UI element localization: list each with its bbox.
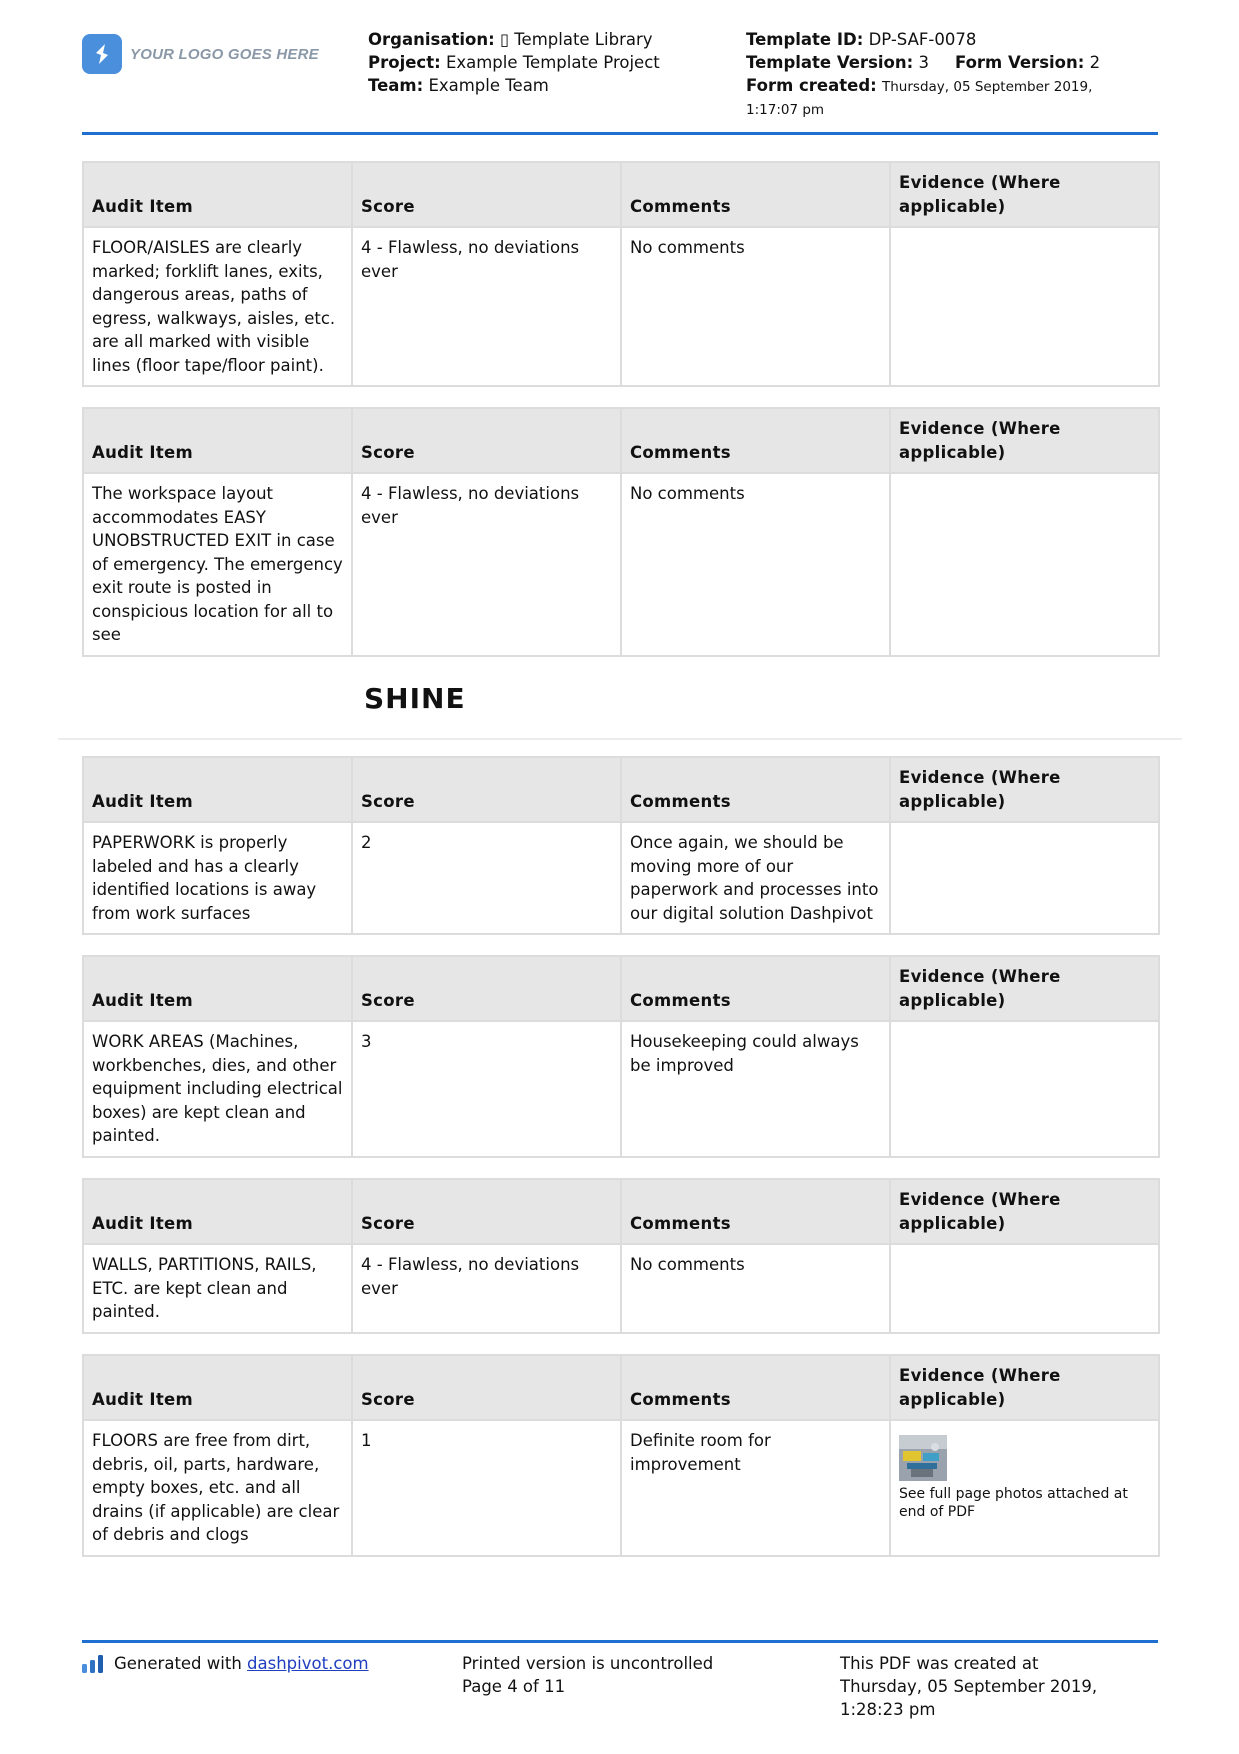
- audit-item-text: WORK AREAS (Machines, workbenches, dies, and other equipment including electrical boxes) are kept clean and painted.: [83, 1021, 352, 1157]
- header-evidence: Evidence (Where applicable): [890, 1179, 1159, 1244]
- header-score: Score: [352, 408, 621, 473]
- header-template-info: [746, 28, 1166, 122]
- header-comments: Comments: [621, 1355, 890, 1420]
- evidence-note: See full page photos attached at end of PDF: [899, 1486, 1128, 1520]
- evidence-cell: [890, 227, 1159, 386]
- created-line-3: 1:28:23 pm: [840, 1700, 936, 1719]
- audit-table: [82, 1354, 1160, 1557]
- evidence-cell: [890, 473, 1159, 656]
- comments-value: Definite room for improvement: [621, 1420, 890, 1556]
- audit-table: [82, 955, 1160, 1158]
- header-audit-item: Audit Item: [83, 1179, 352, 1244]
- audit-table: [82, 756, 1160, 935]
- footer-print-info: [462, 1652, 713, 1698]
- form-created-label: Form created:: [746, 76, 877, 95]
- score-value: 4 - Flawless, no deviations ever: [352, 227, 621, 386]
- header-evidence: Evidence (Where applicable): [890, 757, 1159, 822]
- header-score: Score: [352, 162, 621, 227]
- template-id-label: Template ID:: [746, 30, 864, 49]
- team-label: Team:: [368, 76, 424, 95]
- project-label: Project:: [368, 53, 441, 72]
- form-version-value: 2: [1089, 53, 1101, 72]
- created-line-1: This PDF was created at: [840, 1654, 1039, 1673]
- team-value: Example Team: [428, 76, 549, 95]
- audit-table: [82, 161, 1160, 387]
- evidence-cell: [890, 1021, 1159, 1157]
- table-row: [83, 1244, 1159, 1333]
- header-score: Score: [352, 1179, 621, 1244]
- header-score: Score: [352, 1355, 621, 1420]
- score-value: 1: [352, 1420, 621, 1556]
- header-score: Score: [352, 757, 621, 822]
- score-value: 4 - Flawless, no deviations ever: [352, 1244, 621, 1333]
- header-comments: Comments: [621, 1179, 890, 1244]
- audit-item-text: FLOORS are free from dirt, debris, oil, parts, hardware, empty boxes, etc. and all drains (if applicable) are clear of debris and clogs: [83, 1420, 352, 1556]
- logo-text: YOUR LOGO GOES HERE: [130, 45, 319, 63]
- logo-mark-icon: [82, 34, 122, 74]
- header-evidence: Evidence (Where applicable): [890, 408, 1159, 473]
- form-created-time: 1:17:07 pm: [746, 102, 825, 118]
- company-logo: [82, 34, 319, 74]
- generated-with: [82, 1652, 369, 1675]
- header-comments: Comments: [621, 757, 890, 822]
- page-number: Page 4 of 11: [462, 1677, 566, 1696]
- header-audit-item: Audit Item: [83, 162, 352, 227]
- evidence-cell: [890, 822, 1159, 934]
- evidence-photo-thumbnail[interactable]: [899, 1435, 947, 1481]
- comments-value: Once again, we should be moving more of our paperwork and processes into our digital solution Dashpivot: [621, 822, 890, 934]
- table-row: [83, 822, 1159, 934]
- header-comments: Comments: [621, 162, 890, 227]
- header-comments: Comments: [621, 408, 890, 473]
- template-id-value: DP-SAF-0078: [868, 30, 977, 49]
- evidence-cell: [890, 1420, 1159, 1556]
- dashpivot-bars-icon: [82, 1655, 106, 1673]
- comments-value: No comments: [621, 1244, 890, 1333]
- comments-value: Housekeeping could always be improved: [621, 1021, 890, 1157]
- section-title: SHINE: [364, 682, 466, 715]
- table-row: [83, 1420, 1159, 1556]
- template-version-label: Template Version:: [746, 53, 914, 72]
- comments-value: No comments: [621, 473, 890, 656]
- table-row: [83, 473, 1159, 656]
- header-audit-item: Audit Item: [83, 408, 352, 473]
- score-value: 4 - Flawless, no deviations ever: [352, 473, 621, 656]
- audit-table: [82, 407, 1160, 657]
- evidence-cell: [890, 1244, 1159, 1333]
- document-header: [82, 28, 1162, 136]
- header-divider: [82, 132, 1158, 135]
- uncontrolled-notice: Printed version is uncontrolled: [462, 1654, 714, 1673]
- dashpivot-link[interactable]: dashpivot.com: [247, 1654, 369, 1673]
- score-value: 2: [352, 822, 621, 934]
- organisation-label: Organisation:: [368, 30, 495, 49]
- header-score: Score: [352, 956, 621, 1021]
- project-value: Example Template Project: [445, 53, 660, 72]
- audit-table: [82, 1178, 1160, 1334]
- section-divider: [58, 738, 1182, 740]
- footer-divider: [82, 1640, 1158, 1643]
- header-project-info: [368, 28, 728, 97]
- organisation-value: ▯ Template Library: [499, 30, 653, 49]
- audit-item-text: WALLS, PARTITIONS, RAILS, ETC. are kept clean and painted.: [83, 1244, 352, 1333]
- header-evidence: Evidence (Where applicable): [890, 956, 1159, 1021]
- audit-item-text: PAPERWORK is properly labeled and has a clearly identified locations is away from work surfaces: [83, 822, 352, 934]
- comments-value: No comments: [621, 227, 890, 386]
- template-version-value: 3: [918, 53, 929, 72]
- header-audit-item: Audit Item: [83, 956, 352, 1021]
- form-created-value: Thursday, 05 September 2019,: [882, 79, 1093, 95]
- header-evidence: Evidence (Where applicable): [890, 162, 1159, 227]
- table-row: [83, 1021, 1159, 1157]
- created-line-2: Thursday, 05 September 2019,: [840, 1677, 1098, 1696]
- header-audit-item: Audit Item: [83, 757, 352, 822]
- footer-created-info: [840, 1652, 1097, 1721]
- score-value: 3: [352, 1021, 621, 1157]
- table-row: [83, 227, 1159, 386]
- generated-prefix: Generated with: [114, 1654, 242, 1673]
- header-comments: Comments: [621, 956, 890, 1021]
- form-version-label: Form Version:: [954, 53, 1085, 72]
- audit-item-text: FLOOR/AISLES are clearly marked; forklift lanes, exits, dangerous areas, paths of egress, walkways, aisles, etc. are all marked with visible lines (floor tape/floor paint).: [83, 227, 352, 386]
- header-evidence: Evidence (Where applicable): [890, 1355, 1159, 1420]
- audit-item-text: The workspace layout accommodates EASY UNOBSTRUCTED EXIT in case of emergency. The emergency exit route is posted in conspicious location for all to see: [83, 473, 352, 656]
- header-audit-item: Audit Item: [83, 1355, 352, 1420]
